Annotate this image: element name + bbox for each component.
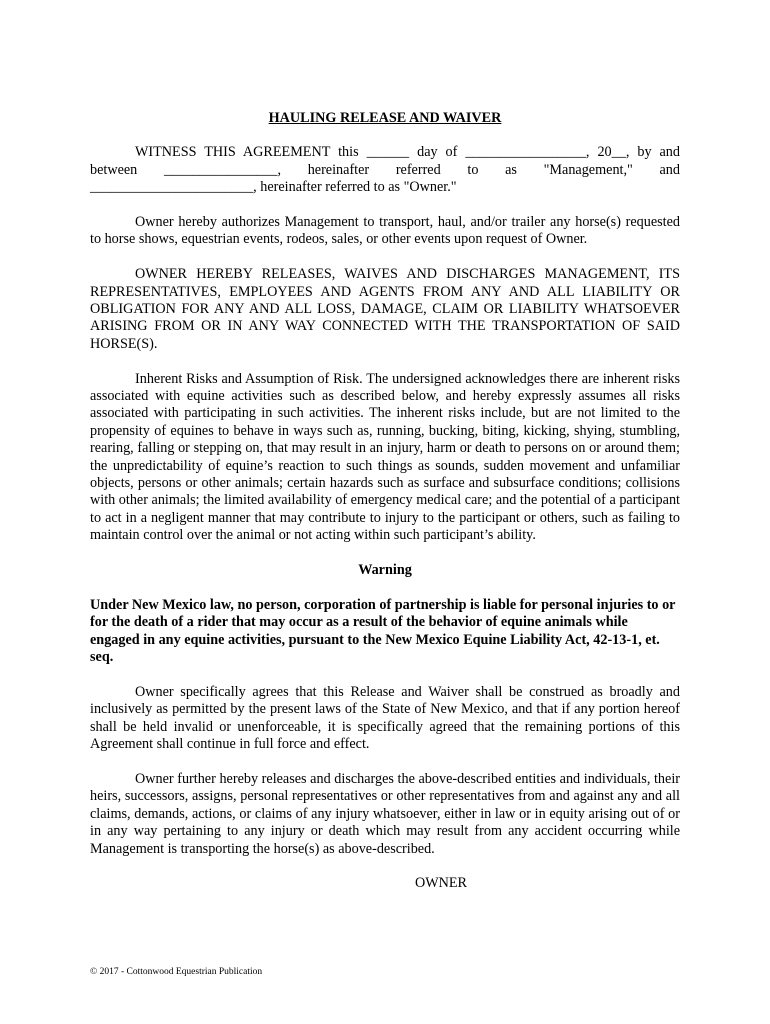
further-release-paragraph: Owner further hereby releases and discharges the above-described entities and individuals, their heirs, successors, assigns, personal representatives or other representatives from and against any and all claims, demands, actions, or claims of any injury whatsoever, either in law or in equity arising out of or in any way pertaining to any injury or death which may result from any accident occurring while Management is transporting the horse(s) as above-described. [90, 770, 680, 857]
document-body [90, 110, 680, 893]
warning-text: Under New Mexico law, no person, corporation of partnership is liable for personal injuries to or for the death of a rider that may occur as a result of the behavior of equine animals while engaged in any equine activities, pursuant to the New Mexico Equine Liability Act, 42-13-1, et. seq. [90, 596, 676, 666]
inherent-risks-paragraph: Inherent Risks and Assumption of Risk. The undersigned acknowledges there are inherent risks associated with equine activities such as described below, and hereby expressly assumes all risks associated with participating in such activities. The inherent risks include, but are not limited to the propensity of equines to behave in ways such as, running, bucking, biting, kicking, shying, stumbling, rearing, falling or stepping on, that may result in an injury, harm or death to persons on or around them; the unpredictability of equine’s reaction to such things as sounds, sudden movement and unfamiliar objects, persons or other animals; certain hazards such as surface and subsurface conditions; collisions with other animals; the limited availability of emergency medical care; and the potential of a participant to act in a negligent manner that may contribute to injury to the participant or others, such as failing to maintain control over the animal or not acting within such participant’s ability. [90, 370, 680, 544]
authorization-paragraph: Owner hereby authorizes Management to transport, haul, and/or trailer any horse(s) requested to horse shows, equestrian events, rodeos, sales, or other events upon request of Owner. [90, 214, 680, 248]
witness-paragraph: WITNESS THIS AGREEMENT this ______ day of _________________, 20__, by and between ________________, hereinafter referred to as "Management," and _______________________, hereinafter referred to as "Owner." [90, 144, 680, 196]
construction-paragraph: Owner specifically agrees that this Release and Waiver shall be construed as broadly and inclusively as permitted by the present laws of the State of New Mexico, and that if any portion hereof shall be held invalid or unenforceable, it is specifically agreed that the remaining portions of this Agreement shall continue in full force and effect. [90, 683, 680, 753]
copyright-footer: © 2017 - Cottonwood Equestrian Publication [90, 967, 263, 977]
release-paragraph: OWNER HEREBY RELEASES, WAIVES AND DISCHARGES MANAGEMENT, ITS REPRESENTATIVES, EMPLOYEES AND AGENTS FROM ANY AND ALL LIABILITY OR OBLIGATION FOR ANY AND ALL LOSS, DAMAGE, CLAIM OR LIABILITY WHATSOEVER ARISING FROM OR IN ANY WAY CONNECTED WITH THE TRANSPORTATION OF SAID HORSE(S). [90, 266, 680, 352]
document-title: HAULING RELEASE AND WAIVER [268, 110, 502, 126]
warning-heading: Warning [358, 562, 412, 579]
owner-signature-label: OWNER [415, 875, 468, 892]
